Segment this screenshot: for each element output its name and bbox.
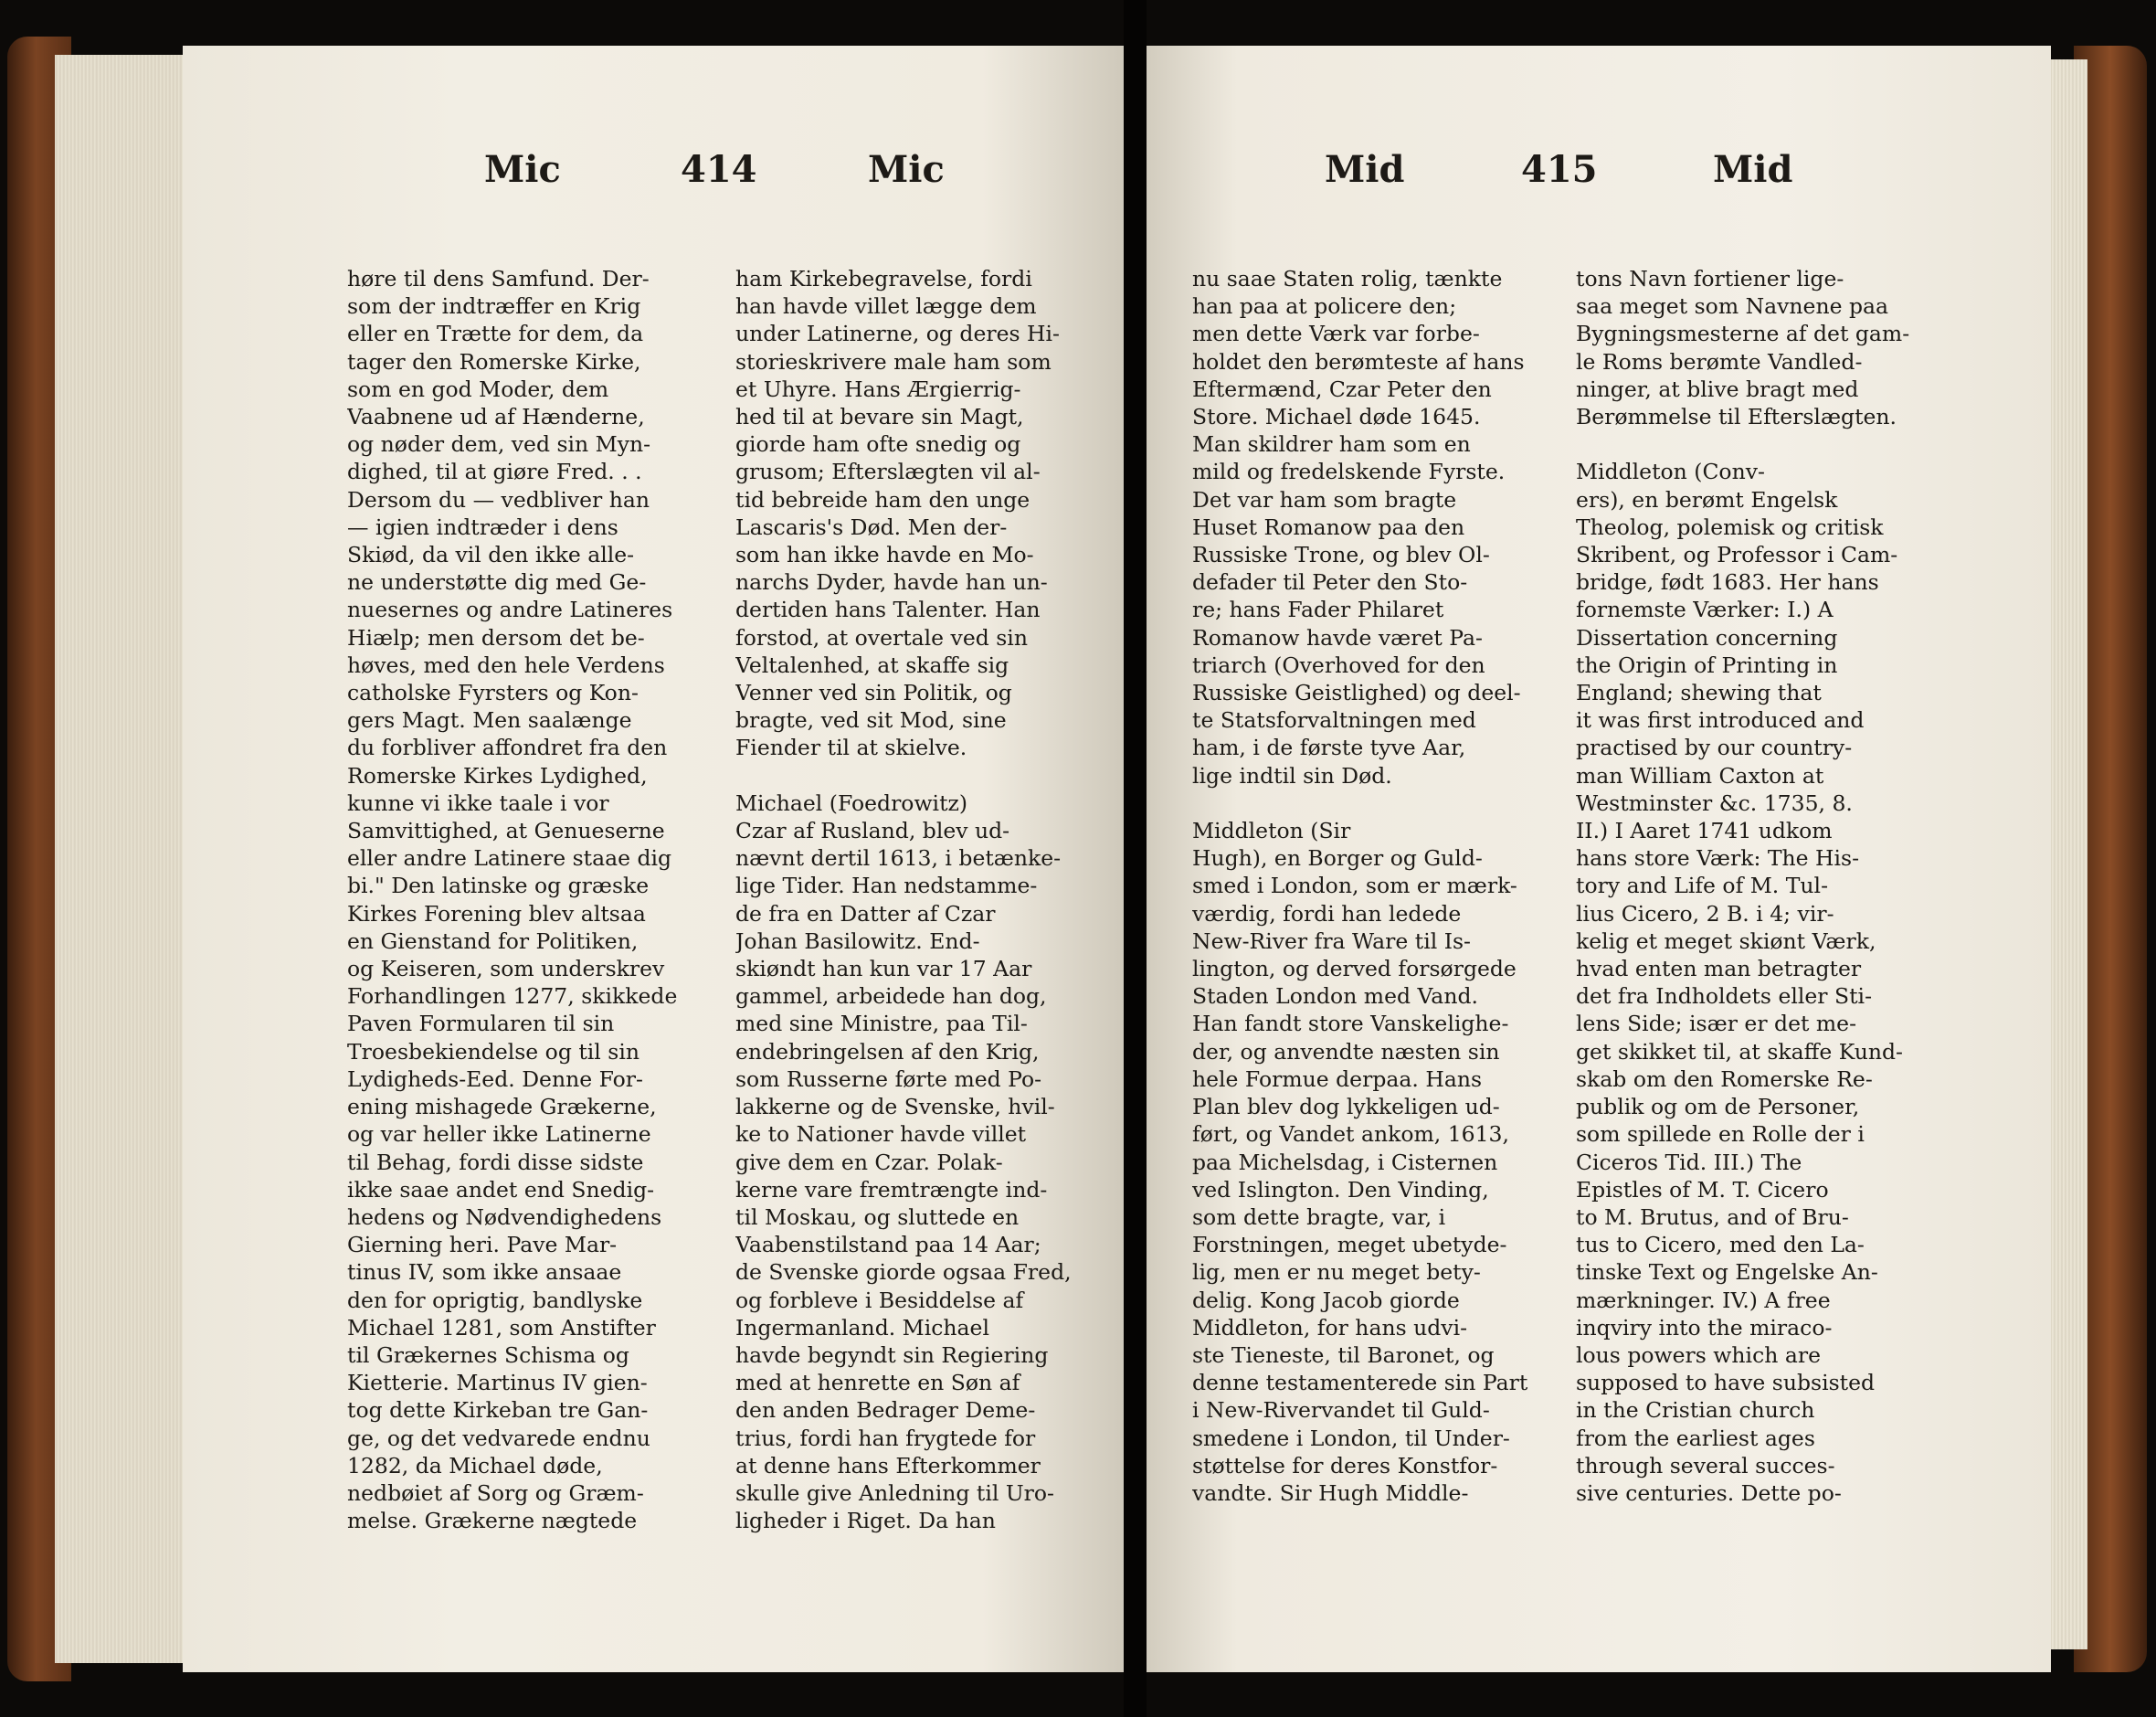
text-line: 1282, da Michael døde,: [347, 1452, 603, 1479]
text-line: Vaabnene ud af Hænderne,: [347, 404, 645, 430]
text-line: Ingermanland. Michael: [735, 1314, 989, 1341]
text-line: nedbøiet af Sorg og Græm-: [347, 1479, 644, 1506]
text-line: mærkninger. IV.) A free: [1576, 1287, 1831, 1313]
text-line: ikke saae andet end Snedig-: [347, 1176, 655, 1203]
text-line: bridge, født 1683. Her hans: [1576, 569, 1879, 596]
text-line: som Russerne førte med Po-: [735, 1065, 1042, 1092]
text-line: lius Cicero, 2 B. i 4; vir-: [1576, 900, 1834, 927]
text-line: de fra en Datter af Czar: [735, 900, 996, 927]
text-line: Ciceros Tid. III.) The: [1576, 1149, 1802, 1175]
running-head-right: Mic: [868, 148, 945, 191]
text-line: catholske Fyrsters og Kon-: [347, 680, 639, 706]
text-line: giorde ham ofte snedig og: [735, 431, 1021, 458]
text-line: Romanow havde været Pa-: [1192, 624, 1483, 651]
text-line: England; shewing that: [1576, 680, 1822, 706]
text-line: Skiød, da vil den ikke alle-: [347, 542, 635, 568]
text-line: ved Islington. Den Vinding,: [1192, 1176, 1489, 1203]
text-column-2: [735, 265, 1092, 1534]
text-line: le Roms berømte Vandled-: [1576, 348, 1863, 375]
page-edges-left: [55, 55, 192, 1663]
text-line: Kirkes Forening blev altsaa: [347, 900, 646, 927]
text-line: Kietterie. Martinus IV gien-: [347, 1370, 648, 1396]
text-line: de Svenske giorde ogsaa Fred,: [735, 1259, 1072, 1286]
text-line: Johan Basilowitz. End-: [735, 927, 980, 954]
text-line: Veltalenhed, at skaffe sig: [735, 652, 1009, 678]
text-line: to M. Brutus, and of Bru-: [1576, 1203, 1849, 1230]
text-line: hvad enten man betragter: [1576, 956, 1862, 982]
text-line: kelig et meget skiønt Værk,: [1576, 927, 1876, 954]
text-line: Han fandt store Vanskelighe-: [1192, 1011, 1509, 1037]
text-line: denne testamenterede sin Part: [1192, 1370, 1528, 1396]
left-page: [183, 46, 1124, 1672]
text-line: Skribent, og Professor i Cam-: [1576, 542, 1898, 568]
text-line: som en god Moder, dem: [347, 376, 609, 402]
text-line: Epistles of M. T. Cicero: [1576, 1176, 1829, 1203]
text-line: man William Caxton at: [1576, 762, 1824, 789]
text-line: værdig, fordi han ledede: [1192, 900, 1462, 927]
text-line: lige indtil sin Død.: [1192, 762, 1392, 789]
page-number: 414: [681, 148, 757, 191]
text-line: smed i London, som er mærk-: [1192, 873, 1517, 899]
text-line: ne understøtte dig med Ge-: [347, 569, 647, 596]
text-line: ham Kirkebegravelse, fordi: [735, 266, 1032, 291]
text-line: under Latinerne, og deres Hi-: [735, 321, 1060, 347]
text-line: tager den Romerske Kirke,: [347, 348, 641, 375]
text-line: trius, fordi han frygtede for: [735, 1425, 1036, 1451]
text-line: nævnt dertil 1613, i betænke-: [735, 845, 1062, 872]
text-line: det fra Indholdets eller Sti-: [1576, 983, 1873, 1010]
text-line: hed til at bevare sin Magt,: [735, 404, 1024, 430]
text-line: som spillede en Rolle der i: [1576, 1121, 1865, 1148]
text-line: get skikket til, at skaffe Kund-: [1576, 1038, 1903, 1065]
text-line: from the earliest ages: [1576, 1425, 1815, 1451]
page-number: 415: [1521, 148, 1598, 191]
text-line: ening mishagede Grækerne,: [347, 1094, 657, 1120]
text-line: te Statsforvaltningen med: [1192, 707, 1476, 734]
text-line: dertiden hans Talenter. Han: [735, 597, 1041, 623]
text-line: Paven Formularen til sin: [347, 1011, 615, 1037]
text-line: lous powers which are: [1576, 1341, 1821, 1368]
text-line: melse. Grækerne nægtede: [347, 1508, 638, 1534]
text-line: grusom; Efterslægten vil al-: [735, 459, 1041, 485]
text-line: hans store Værk: The His-: [1576, 845, 1860, 872]
text-line: kunne vi ikke taale i vor: [347, 790, 609, 816]
text-line: [1192, 790, 1544, 817]
text-line: til Moskau, og sluttede en: [735, 1203, 1020, 1230]
text-line: holdet den berømteste af hans: [1192, 348, 1525, 375]
text-line: Middleton (Conv-: [1576, 459, 1765, 485]
text-line: Staden London med Vand.: [1192, 983, 1478, 1010]
text-line: in the Cristian church: [1576, 1397, 1815, 1424]
text-line: [1576, 430, 1928, 458]
text-line: — igien indtræder i dens: [347, 514, 618, 540]
text-column-2: [1576, 265, 1928, 1507]
text-line: med at henrette en Søn af: [735, 1370, 1020, 1396]
text-line: Czar af Rusland, blev ud-: [735, 818, 1010, 844]
text-line: sive centuries. Dette po-: [1576, 1479, 1842, 1506]
text-line: som dette bragte, var, i: [1192, 1203, 1446, 1230]
text-line: practised by our country-: [1576, 735, 1853, 761]
text-line: re; hans Fader Philaret: [1192, 597, 1444, 623]
text-line: Romerske Kirkes Lydighed,: [347, 762, 648, 789]
text-column-1: [1192, 265, 1544, 1507]
text-line: endebringelsen af den Krig,: [735, 1038, 1040, 1065]
text-line: the Origin of Printing in: [1576, 652, 1838, 678]
text-line: Lydigheds-Eed. Denne For-: [347, 1065, 643, 1092]
text-line: skab om den Romerske Re-: [1576, 1065, 1873, 1092]
text-line: Plan blev dog lykkeligen ud-: [1192, 1094, 1500, 1120]
text-line: Dersom du — vedbliver han: [347, 486, 650, 513]
text-line: triarch (Overhoved for den: [1192, 652, 1485, 678]
text-line: han paa at policere den;: [1192, 293, 1457, 320]
text-line: lig, men er nu meget bety-: [1192, 1259, 1481, 1286]
text-line: publik og om de Personer,: [1576, 1094, 1860, 1120]
text-line: høre til dens Samfund. Der-: [347, 266, 650, 291]
text-line: Vaabenstilstand paa 14 Aar;: [735, 1232, 1041, 1258]
text-line: Theolog, polemisk og critisk: [1576, 514, 1884, 540]
text-line: dighed, til at giøre Fred. . .: [347, 459, 642, 485]
text-line: Forhandlingen 1277, skikkede: [347, 983, 678, 1010]
text-line: Russiske Trone, og blev Ol-: [1192, 542, 1490, 568]
text-line: Russiske Geistlighed) og deel-: [1192, 680, 1521, 706]
text-line: mild og fredelskende Fyrste.: [1192, 459, 1506, 485]
text-line: gammel, arbeidede han dog,: [735, 983, 1047, 1010]
text-line: kerne vare fremtrængte ind-: [735, 1176, 1048, 1203]
text-line: gers Magt. Men saalænge: [347, 707, 632, 734]
text-line: lakkerne og de Svenske, hvil-: [735, 1094, 1055, 1120]
text-line: du forbliver affondret fra den: [347, 735, 668, 761]
text-line: Dissertation concerning: [1576, 624, 1838, 651]
text-line: Middleton, for hans udvi-: [1192, 1314, 1468, 1341]
text-line: et Uhyre. Hans Ærgierrig-: [735, 376, 1021, 402]
text-line: Hugh), en Borger og Guld-: [1192, 845, 1483, 872]
text-line: ste Tieneste, til Baronet, og: [1192, 1341, 1495, 1368]
running-head-right: Mid: [1713, 148, 1793, 191]
text-line: ge, og det vedvarede endnu: [347, 1425, 650, 1451]
text-line: give dem en Czar. Polak-: [735, 1149, 1003, 1175]
spine-gutter: [1124, 0, 1147, 1717]
text-line: og nøder dem, ved sin Myn-: [347, 431, 651, 458]
text-line: til Grækernes Schisma og: [347, 1341, 629, 1368]
text-line: delig. Kong Jacob giorde: [1192, 1287, 1460, 1313]
text-line: men dette Værk var forbe-: [1192, 321, 1480, 347]
text-line: tus to Cicero, med den La-: [1576, 1232, 1865, 1258]
text-line: tons Navn fortiener lige-: [1576, 266, 1844, 291]
running-head-left: Mic: [484, 148, 561, 191]
text-line: Troesbekiendelse og til sin: [347, 1038, 639, 1065]
text-line: nuesernes og andre Latineres: [347, 597, 673, 623]
text-line: og Keiseren, som underskrev: [347, 956, 665, 982]
text-line: en Gienstand for Politiken,: [347, 927, 639, 954]
text-line: through several succes-: [1576, 1452, 1835, 1479]
text-line: Westminster &c. 1735, 8.: [1576, 790, 1853, 816]
text-line: og forblevе i Besiddelse af: [735, 1287, 1024, 1313]
text-line: Bygningsmesterne af det gam-: [1576, 321, 1910, 347]
text-line: høves, med den hele Verdens: [347, 652, 665, 678]
text-line: Venner ved sin Politik, og: [735, 680, 1012, 706]
text-line: Michael 1281, som Anstifter: [347, 1314, 656, 1341]
text-line: lington, og derved forsørgede: [1192, 956, 1517, 982]
text-line: lige Tider. Han nedstamme-: [735, 873, 1038, 899]
text-line: Samvittighed, at Genueserne: [347, 818, 665, 844]
text-line: han havde villet lægge dem: [735, 293, 1037, 320]
text-line: defader til Peter den Sto-: [1192, 569, 1468, 596]
text-line: New-River fra Ware til Is-: [1192, 927, 1471, 954]
text-line: paa Michelsdag, i Cisternen: [1192, 1149, 1498, 1175]
text-line: hele Formue derpaa. Hans: [1192, 1065, 1483, 1092]
text-line: ers), en berømt Engelsk: [1576, 486, 1838, 513]
text-line: bi." Den latinske og græske: [347, 873, 650, 899]
text-line: i New-Rivervandet til Guld-: [1192, 1397, 1490, 1424]
text-line: ninger, at blive bragt med: [1576, 376, 1859, 402]
text-line: den anden Bedrager Deme-: [735, 1397, 1036, 1424]
text-line: tory and Life of M. Tul-: [1576, 873, 1829, 899]
text-line: fornemste Værker: I.) A: [1576, 597, 1834, 623]
text-line: narchs Dyder, havde han un-: [735, 569, 1048, 596]
text-line: støttelse for deres Konstfor-: [1192, 1452, 1498, 1479]
text-line: at denne hans Efterkommer: [735, 1452, 1041, 1479]
text-line: Gierning heri. Pave Mar-: [347, 1232, 618, 1258]
text-line: tog dette Kirkeban tre Gan-: [347, 1397, 649, 1424]
text-line: der, og anvendte næsten sin: [1192, 1038, 1500, 1065]
text-line: Eftermænd, Czar Peter den: [1192, 376, 1492, 402]
text-line: saa meget som Navnene paa: [1576, 293, 1889, 320]
text-line: skulle give Anledning til Uro-: [735, 1479, 1055, 1506]
text-line: Huset Romanow paa den: [1192, 514, 1465, 540]
text-line: Fiender til at skielve.: [735, 735, 967, 761]
text-line: og var heller ikke Latinerne: [347, 1121, 651, 1148]
text-line: lens Side; især er det me-: [1576, 1011, 1857, 1037]
text-line: eller en Trætte for dem, da: [347, 321, 644, 347]
text-line: tid bebreide ham den unge: [735, 486, 1030, 513]
text-line: vandte. Sir Hugh Middle-: [1192, 1479, 1469, 1506]
text-line: eller andre Latinere staae dig: [347, 845, 672, 872]
text-line: Store. Michael døde 1645.: [1192, 404, 1481, 430]
text-line: den for oprigtig, bandlyske: [347, 1287, 643, 1313]
running-head-left: Mid: [1325, 148, 1405, 191]
text-line: inqviry into the miraco-: [1576, 1314, 1833, 1341]
text-line: skiøndt han kun var 17 Aar: [735, 956, 1032, 982]
text-line: ham, i de første tyve Aar,: [1192, 735, 1466, 761]
text-line: it was first introduced and: [1576, 707, 1865, 734]
text-line: Det var ham som bragte: [1192, 486, 1457, 513]
text-line: som han ikke havde en Mo-: [735, 542, 1034, 568]
text-line: Middleton (Sir: [1192, 818, 1351, 844]
text-line: hedens og Nødvendighedens: [347, 1203, 662, 1230]
text-line: tinske Text og Engelske An-: [1576, 1259, 1878, 1286]
text-line: forstod, at overtale ved sin: [735, 624, 1028, 651]
text-line: Berømmelse til Efterslægten.: [1576, 404, 1897, 430]
text-line: Man skildrer ham som en: [1192, 431, 1471, 458]
right-page: [1147, 46, 2051, 1672]
text-column-1: [347, 265, 703, 1534]
text-line: bragte, ved sit Mod, sine: [735, 707, 1007, 734]
text-line: ført, og Vandet ankom, 1613,: [1192, 1121, 1509, 1148]
text-line: ligheder i Riget. Da han: [735, 1508, 996, 1534]
text-line: med sine Ministre, paa Til-: [735, 1011, 1028, 1037]
text-line: Michael (Foedrowitz): [735, 790, 968, 816]
text-line: storieskrivere male ham som: [735, 348, 1052, 375]
text-line: ke to Nationer havde villet: [735, 1121, 1027, 1148]
text-line: til Behag, fordi disse sidste: [347, 1149, 644, 1175]
text-line: smedene i London, til Under-: [1192, 1425, 1510, 1451]
text-line: tinus IV, som ikke ansaae: [347, 1259, 622, 1286]
text-line: II.) I Aaret 1741 udkom: [1576, 818, 1833, 844]
text-line: som der indtræffer en Krig: [347, 293, 641, 320]
text-line: [735, 762, 1092, 790]
text-line: supposed to have subsisted: [1576, 1370, 1876, 1396]
text-line: Forstningen, meget ubetyde-: [1192, 1232, 1507, 1258]
text-line: havde begyndt sin Regiering: [735, 1341, 1049, 1368]
text-line: Lascaris's Død. Men der-: [735, 514, 1008, 540]
text-line: nu saae Staten rolig, tænkte: [1192, 266, 1503, 291]
text-line: Hiælp; men dersom det be-: [347, 624, 645, 651]
